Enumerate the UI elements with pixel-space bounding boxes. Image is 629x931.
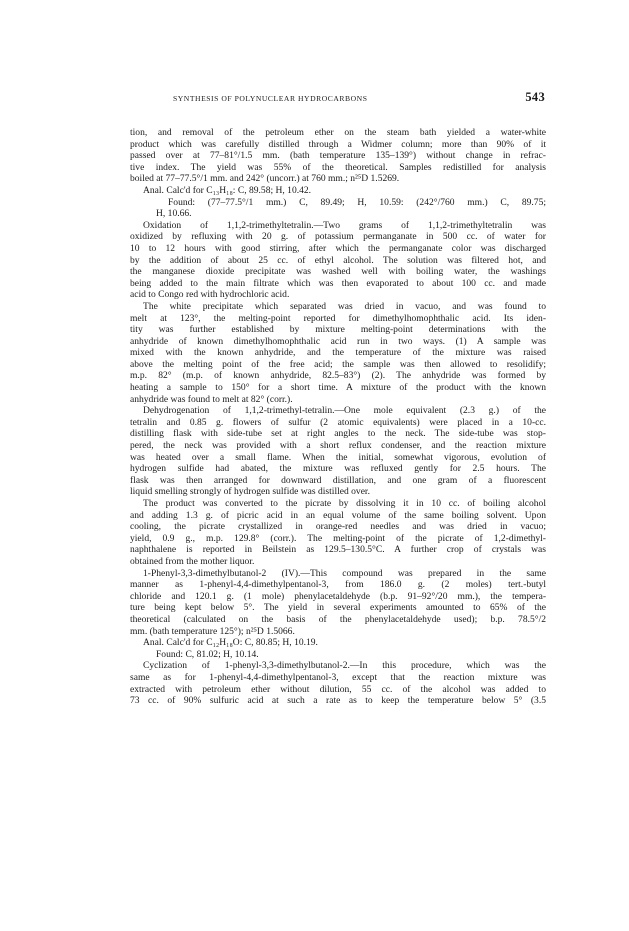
text-line: Found: (77–77.5°/1 mm.) C, 89.49; H, 10.59: (242°/760 mm.) C, 89.75; <box>168 196 546 208</box>
text-line: boiled at 77–77.5°/1 mm. and 242° (uncorr.) at 760 mm.; n²⁵D 1.5269. <box>130 173 400 185</box>
text-line: The white precipitate which separated was dried in vacuo, and was found to <box>143 300 546 312</box>
text-line: Anal. Calc'd for C₁₃H₁₈: C, 89.58; H, 10.42. <box>143 184 312 196</box>
page-header <box>130 92 545 108</box>
text-line: mm. (bath temperature 125°); n²⁵D 1.5066. <box>130 625 295 637</box>
text-line: obtained from the mother liquor. <box>130 555 255 567</box>
text-line: The product was converted to the picrate by dissolving it in 10 cc. of boiling alcohol <box>143 498 546 509</box>
text-line: ture being kept below 5°. The yield in several experiments amounted to 65% of the <box>130 602 546 614</box>
page-number: 543 <box>525 90 545 104</box>
text-line: above the melting point of the free acid; the sample was then allowed to resolidify; <box>130 358 546 370</box>
text-line: yield, 0.9 g., m.p. 129.8° (corr.). The melting-point of the picrate of 1,2-dimethyl- <box>130 532 546 544</box>
text-line: the manganese dioxide precipitate was washed well with boiling water, the washings <box>130 266 546 278</box>
text-line: distilling flask with side-tube set at right angles to the neck. The side-tube was stop- <box>130 428 546 440</box>
text-line: 73 cc. of 90% sulfuric acid at such a rate as to keep the temperature below 5° (3.5 <box>130 695 546 707</box>
text-line: mixed with the known anhydride, and the temperature of the mixture was raised <box>130 347 546 359</box>
text-line: liquid smelling strongly of hydrogen sulfide was distilled over. <box>130 486 370 498</box>
text-line: cooling, the picrate crystallized in orange-red needles and was dried in vacuo; <box>130 521 546 533</box>
text-line: 1-Phenyl-3,3-dimethylbutanol-2 (IV).—This compound was prepared in the same <box>143 567 546 579</box>
text-line: Cyclization of 1-phenyl-3,3-dimethylbutanol-2.—In this procedure, which was the <box>143 660 546 672</box>
text-line: m.p. 82° (m.p. of known anhydride, 82.5–83°) (2). The anhydride was formed by <box>130 370 546 382</box>
text-line: melt at 123°, the melting-point reported for dimethylhomophthalic acid. Its iden- <box>130 312 546 324</box>
text-line: tity was further established by mixture melting-point determinations with the <box>130 324 546 336</box>
text-line: chloride and 120.1 g. (1 mole) phenylacetaldehyde (b.p. 91–92°/20 mm.), the tempera- <box>130 590 546 602</box>
text-line: heating a sample to 150° for a short time. A mixture of the product with the known <box>130 382 546 394</box>
text-line: pered, the neck was provided with a short reflux condenser, and the reaction mixture <box>130 440 546 452</box>
text-line: passed over at 77–81°/1.5 mm. (bath temperature 135–139°) without change in refrac- <box>130 150 546 162</box>
text-line: and adding 1.3 g. of picric acid in an equal volume of the same boiling solvent. Upon <box>130 509 546 521</box>
text-line: oxidized by refluxing with 20 g. of potassium permanganate in 500 cc. of water for <box>130 231 546 243</box>
text-line: naphthalene is reported in Beilstein as 129.5–130.5°C. A further crop of crystals was <box>130 544 546 556</box>
text-line: same as for 1-phenyl-4,4-dimethylpentanol-3, except that the reaction mixture was <box>130 671 546 683</box>
text-line: by the addition of about 25 cc. of ethyl alcohol. The solution was filtered hot, and <box>130 254 546 266</box>
text-line: flask was then arranged for downward distillation, and one gram of a fluorescent <box>130 474 546 486</box>
text-line: extracted with petroleum ether without dilution, 55 cc. of the alcohol was added to <box>130 683 546 695</box>
text-line: was heated over a small flame. When the initial, somewhat vigorous, evolution of <box>130 451 546 463</box>
text-line: tetralin and 0.85 g. flowers of sulfur (2 atomic equivalents) were placed in a 10-cc. <box>130 416 546 428</box>
text-line: acid to Congo red with hydrochloric acid. <box>130 289 290 301</box>
body-text <box>130 127 546 707</box>
text-line: H, 10.66. <box>156 208 192 220</box>
text-line: being added to the main filtrate which was then evaporated to about 100 cc. and made <box>130 277 546 289</box>
running-title: SYNTHESIS OF POLYNUCLEAR HYDROCARBONS <box>173 94 368 103</box>
text-line: 10 to 12 hours with good stirring, after which the permanganate color was discharged <box>130 242 546 254</box>
text-line: tive index. The yield was 55% of the theoretical. Samples redistilled for analysis <box>130 161 546 173</box>
text-line: Found: C, 81.02; H, 10.14. <box>156 648 259 660</box>
text-line: Dehydrogenation of 1,1,2-trimethyl-tetralin.—One mole equivalent (2.3 g.) of the <box>143 405 546 417</box>
text-line: manner as 1-phenyl-4,4-dimethylpentanol-3, from 186.0 g. (2 moles) tert.-butyl <box>130 579 546 591</box>
text-line: Anal. Calc'd for C₁₂H₁₈O: C, 80.85; H, 10.19. <box>143 637 318 649</box>
text-line: anhydride of known dimethylhomophthalic acid run in two ways. (1) A sample was <box>130 335 546 347</box>
text-line: Oxidation of 1,1,2-trimethyltetralin.—Two grams of 1,1,2-trimethyltetralin was <box>143 219 546 231</box>
text-line: anhydride was found to melt at 82° (corr.). <box>130 393 293 405</box>
text-line: hydrogen sulfide had abated, the mixture was refluxed gently for 2.5 hours. The <box>130 463 546 475</box>
text-line: tion, and removal of the petroleum ether on the steam bath yielded a water-white <box>130 127 546 138</box>
text-line: theoretical (calculated on the basis of the phenylacetaldehyde used); b.p. 78.5°/2 <box>130 613 546 625</box>
text-line: product which was carefully distilled through a Widmer column; more than 90% of it <box>130 138 546 150</box>
